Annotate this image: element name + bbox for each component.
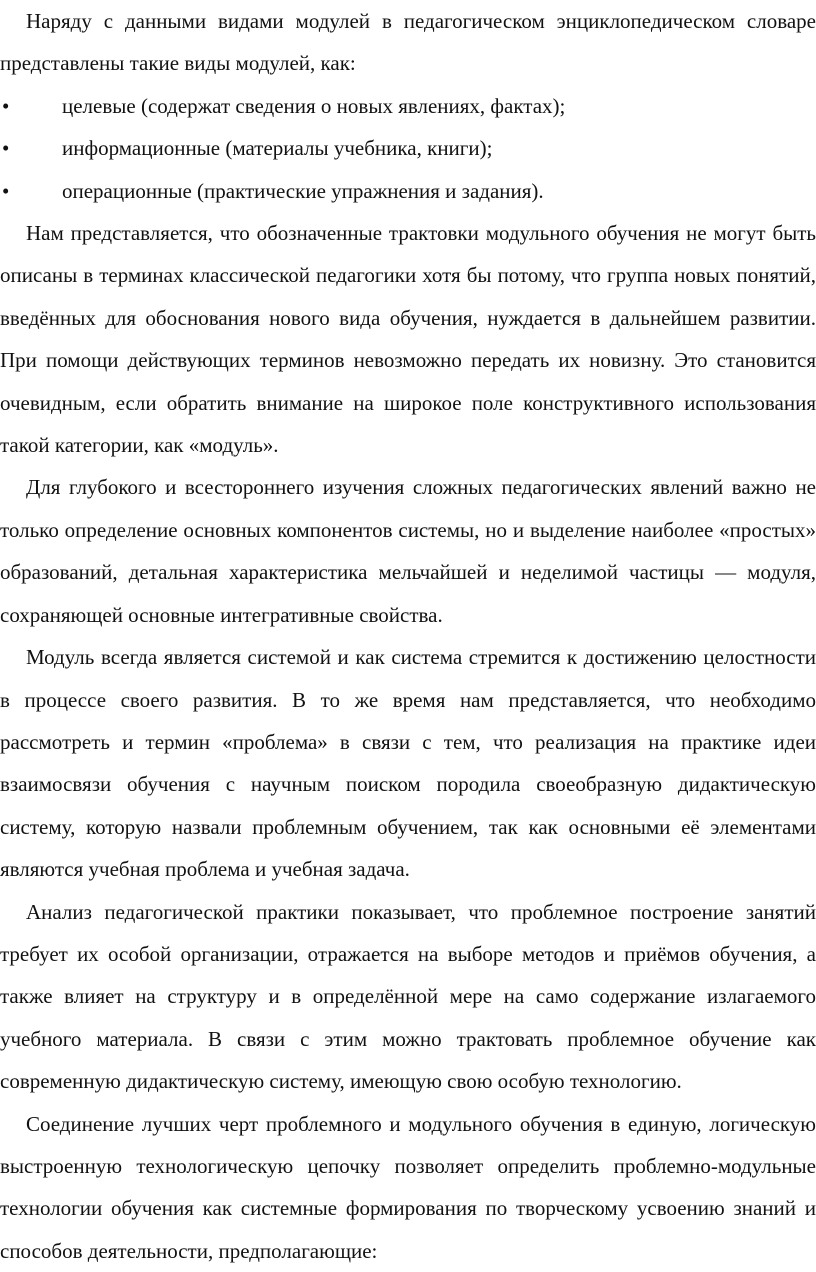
list-item-text: информационные (материалы учебника, книги); (62, 136, 493, 161)
body-paragraph: Соединение лучших черт проблемного и модульного обучения в единую, логическую выстроенную технологическую цепочку позволяет определить проблемно-модульные технологии обучения как системные формирования по творческому усвоению знаний и способов деятельности, предполагающие: (0, 1111, 816, 1263)
body-paragraph: Нам представляется, что обозначенные трактовки модульного обучения не могут быть описаны в терминах классической педагогики хотя бы потому, что группа новых понятий, введённых для обоснования нового вида обучения, нуждается в дальнейшем развитии. При помощи действующих терминов невозможно передать их новизну. Это становится очевидным, если обратить внимание на широкое поле конструктивного использования такой категории, как «модуль». (0, 221, 816, 458)
intro-paragraph: Наряду с данными видами модулей в педагогическом энциклопедическом словаре представлены такие виды модулей, как: (0, 9, 816, 76)
module-types-list (0, 85, 816, 212)
body-paragraph: Для глубокого и всестороннего изучения сложных педагогических явлений важно не только определение основных компонентов системы, но и выделение наиболее «простых» образований, детальная характеристика мельчайшей и неделимой частицы — модуля, сохраняющей основные интегративные свойства. (0, 475, 816, 627)
list-item (0, 85, 816, 127)
bullet-icon: • (2, 136, 10, 161)
body-paragraph: Модуль всегда является системой и как система стремится к достижению целостности в процессе своего развития. В то же время нам представляется, что необходимо рассмотреть и термин «проблема» в связи с тем, что реализация на практике идеи взаимосвязи обучения с научным поиском породила своеобразную дидактическую систему, которую назвали проблемным обучением, так как основными её элементами являются учебная проблема и учебная задача. (0, 645, 816, 882)
list-item (0, 127, 816, 169)
bullet-icon: • (2, 178, 10, 203)
list-item-text: операционные (практические упражнения и задания). (62, 178, 544, 203)
list-item-text: целевые (содержат сведения о новых явлениях, фактах); (62, 93, 566, 118)
list-item (0, 170, 816, 212)
body-paragraph: Анализ педагогической практики показывает, что проблемное построение занятий требует их особой организации, отражается на выборе методов и приёмов обучения, а также влияет на структуру и в определённой мере на само содержание излагаемого учебного материала. В связи с этим можно трактовать проблемное обучение как современную дидактическую систему, имеющую свою особую технологию. (0, 899, 816, 1094)
bullet-icon: • (2, 93, 10, 118)
